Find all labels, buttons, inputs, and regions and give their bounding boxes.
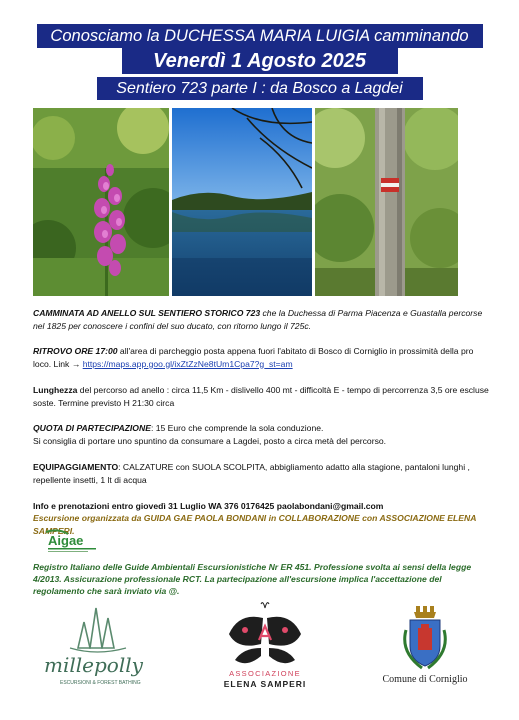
aigae-logo [42, 528, 102, 554]
quota-label: QUOTA DI PARTECIPAZIONE [33, 423, 151, 433]
lunghezza-text: del percorso ad anello : circa 11,5 Km - dislivello 400 mt - difficoltà E - tempo di percorrenza 3,5 ore escluse soste. Termine previsto H 21:30 circa [33, 385, 489, 408]
elena-samperi-line1: ASSOCIAZIONE [229, 669, 301, 678]
equipment-text: : CALZATURE con SUOLA SCOLPITA, abbigliamento adatto alla stagione, pantaloni lunghi , repellente insetti, 1 lt di acqua [33, 462, 470, 485]
description-text: che la Duchessa di Parma Piacenza e Guastalla percorse nel 1825 per conoscere i confini del suo ducato, con ritorno lungo il 725c. [33, 308, 483, 331]
ritrovo-text: all'area di parcheggio posta appena fuori l'abitato di Bosco di Corniglio in prossimità della pro loco. Link → [33, 346, 474, 369]
lunghezza-paragraph [33, 384, 489, 409]
equipment-label: EQUIPAGGIAMENTO [33, 462, 119, 472]
description-title: CAMMINATA AD ANELLO SUL SENTIERO STORICO 723 [33, 308, 261, 318]
aigae-logo-text: Aigae [48, 533, 84, 548]
equipment-paragraph [33, 461, 489, 486]
corniglio-logo-text: Comune di Corniglio [382, 674, 468, 685]
elena-samperi-line2: ELENA SAMPERI [223, 679, 307, 689]
millepolly-logo-text: millepolly [44, 653, 143, 677]
quota-paragraph [33, 422, 489, 447]
maps-link[interactable]: https://maps.app.goo.gl/ixZtZzNe8tUm1Cpa7?g_st=am [82, 358, 293, 369]
route-banner: Sentiero 723 parte I : da Bosco a Lagdei [97, 77, 423, 100]
trail-tree-photo [315, 108, 458, 296]
lake-photo [172, 108, 312, 296]
title-banner: Conosciamo la DUCHESSA MARIA LUIGIA camminando [37, 24, 483, 48]
lunghezza-label: Lunghezza [33, 385, 78, 395]
quota-advice: Si consiglia di portare uno spuntino da consumare a Lagdei, posto a circa metà del percorso. [33, 435, 387, 446]
quota-text: : 15 Euro che comprende la sola conduzione. [150, 423, 324, 433]
foxglove-photo [33, 108, 169, 296]
legal-text: Registro Italiano delle Guide Ambientali Escursionistiche Nr ER 451. Professione svolta ai sensi della legge 4/2013. Assicurazione professionale RCT. La partecipazione all'escursione implica l'accettazione del regolamento che sarà inviato via @. [33, 562, 472, 596]
ritrovo-paragraph [33, 345, 489, 370]
date-banner: Venerdì 1 Agosto 2025 [122, 48, 398, 74]
description-paragraph [33, 307, 489, 332]
corniglio-logo [370, 600, 480, 690]
elena-samperi-logo [215, 598, 315, 693]
info-line: Info e prenotazioni entro giovedì 31 Luglio WA 376 0176425 paolabondani@gmail.com [33, 501, 384, 511]
ritrovo-label: RITROVO ORE 17:00 [33, 346, 118, 356]
millepolly-logo-subtitle: ESCURSIONI & FOREST BATHING [60, 680, 141, 686]
millepolly-logo [40, 600, 155, 690]
organizer-line: Escursione organizzata da GUIDA GAE PAOLA BONDANI in COLLABORAZIONE con ASSOCIAZIONE ELENA SAMPERI. [33, 513, 477, 536]
